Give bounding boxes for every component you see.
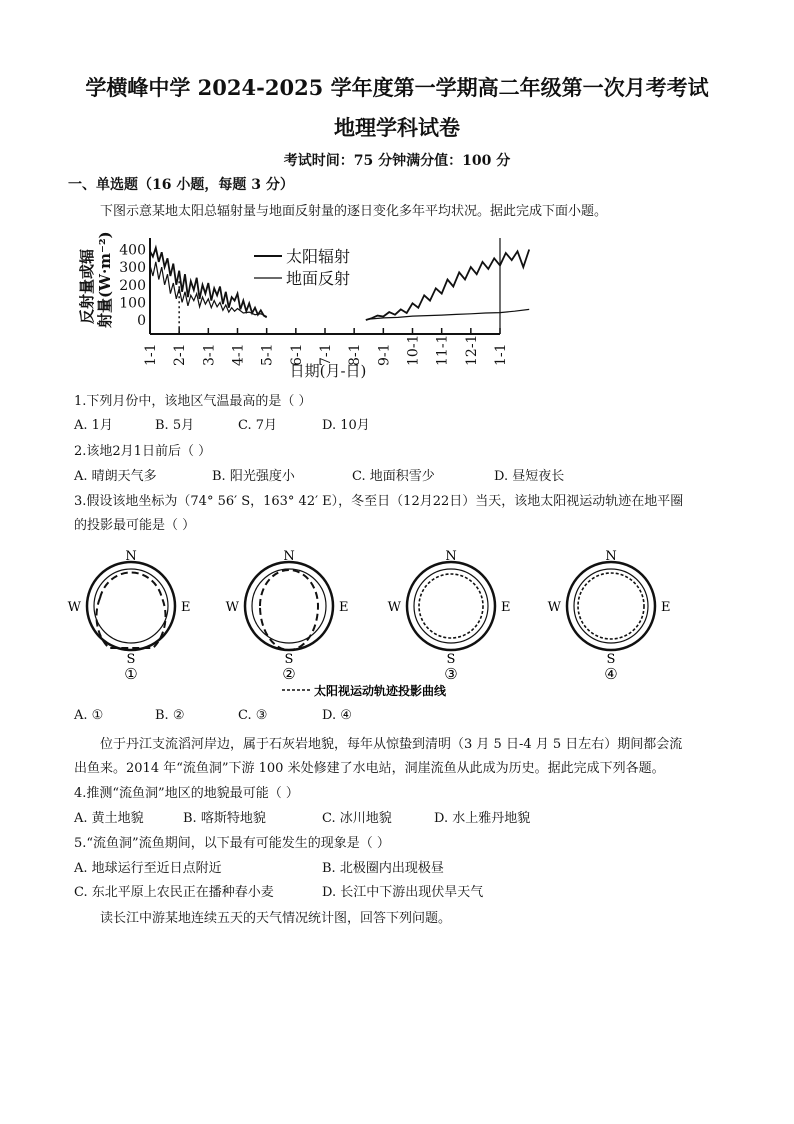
- sun-path-curve: [419, 574, 483, 638]
- south-label: S: [126, 652, 136, 667]
- passage-3: 读长江中游某地连续五天的天气情况统计图，回答下列问题。: [100, 911, 452, 926]
- q3-option-d[interactable]: D. ④: [322, 708, 352, 723]
- inner-circle: [252, 569, 326, 643]
- exam-subject: 地理学科试卷: [334, 115, 460, 140]
- x-tick-label: 1-1: [493, 343, 509, 366]
- west-label: W: [225, 600, 239, 615]
- y-tick-label: 100: [119, 295, 146, 312]
- q4-option-b[interactable]: B. 喀斯特地貌: [183, 811, 266, 826]
- diagram-label: ②: [282, 665, 296, 683]
- east-label: E: [501, 600, 511, 615]
- exam-title: 学横峰中学 2024-2025 学年度第一学期高二年级第一次月考考试: [85, 75, 709, 100]
- sun-path-diagrams: [67, 540, 710, 705]
- q1-option-b[interactable]: B. 5月: [155, 418, 195, 433]
- west-label: W: [387, 600, 401, 615]
- series-line-1: [366, 250, 529, 321]
- x-tick-label: 2-1: [172, 343, 189, 366]
- diagram-label: ①: [124, 665, 138, 683]
- horizon-circle: [407, 562, 495, 650]
- south-label: S: [284, 652, 294, 667]
- diagram-3: [388, 549, 511, 683]
- y-axis-label: [78, 231, 114, 328]
- q3-stem-line2: 的投影最可能是（ ）: [74, 518, 196, 533]
- q2-option-c[interactable]: C. 地面积雪少: [352, 469, 435, 484]
- diagram-legend: [282, 683, 447, 698]
- east-label: E: [339, 600, 349, 615]
- x-tick-label: 5-1: [259, 343, 276, 366]
- inner-circle: [94, 569, 168, 643]
- x-tick-label: 1-1: [143, 343, 159, 366]
- y-tick-label: 0: [137, 313, 146, 329]
- east-label: E: [181, 600, 191, 615]
- x-tick-label: 4-1: [230, 343, 247, 366]
- west-label: W: [547, 600, 561, 615]
- diagram-1: [68, 549, 191, 683]
- q1-option-c[interactable]: C. 7月: [238, 418, 278, 433]
- q5-option-b[interactable]: B. 北极圈内出现极昼: [322, 861, 444, 876]
- diagram-4: [548, 549, 671, 683]
- q5-option-c[interactable]: C. 东北平原上农民正在播种春小麦: [74, 885, 274, 900]
- diagram-label: ③: [444, 665, 458, 683]
- x-tick-label: 6-1: [288, 343, 305, 366]
- q2-option-a[interactable]: A. 晴朗天气多: [74, 469, 157, 484]
- sun-path-curve: [578, 573, 644, 639]
- passage-2-line1: 位于丹江支流滔河岸边，属于石灰岩地貌，每年从惊蛰到清明（3 月 5 日-4 月 5 日左右）期间都会流: [100, 737, 683, 752]
- q4-stem: 4.推测“流鱼洞”地区的地貌最可能（ ）: [74, 786, 299, 801]
- q5-stem: 5.“流鱼洞”流鱼期间，以下最有可能发生的现象是（ ）: [74, 836, 390, 851]
- q1-option-a[interactable]: A. 1月: [74, 418, 113, 433]
- q4-option-d[interactable]: D. 水上雅丹地貌: [434, 811, 531, 826]
- y-tick-label: 400: [119, 242, 146, 259]
- q4-option-a[interactable]: A. 黄土地貌: [74, 811, 144, 826]
- north-label: N: [283, 549, 295, 564]
- south-label: S: [446, 652, 456, 667]
- q3-option-a[interactable]: A. ①: [74, 708, 104, 723]
- y-tick-label: 200: [119, 277, 146, 294]
- q1-stem: 1.下列月份中，该地区气温最高的是（ ）: [74, 394, 312, 409]
- legend-text: 太阳视运动轨迹投影曲线: [314, 684, 447, 698]
- x-tick-label: 7-1: [318, 343, 334, 366]
- legend-label: 地面反射: [286, 269, 351, 288]
- x-tick-label: 3-1: [201, 343, 218, 366]
- north-label: N: [445, 549, 457, 564]
- q3-option-c[interactable]: C. ③: [238, 708, 268, 723]
- north-label: N: [125, 549, 137, 564]
- x-tick-label: 11-1: [434, 334, 451, 366]
- south-label: S: [606, 652, 616, 667]
- passage-1: 下图示意某地太阳总辐射量与地面反射量的逐日变化多年平均状况。据此完成下面小题。: [100, 204, 608, 219]
- q2-option-b[interactable]: B. 阳光强度小: [212, 469, 295, 484]
- west-label: W: [67, 600, 81, 615]
- q3-option-b[interactable]: B. ②: [155, 708, 185, 723]
- q2-option-d[interactable]: D. 昼短夜长: [494, 469, 565, 484]
- inner-circle: [414, 569, 488, 643]
- diagram-label: ④: [604, 665, 618, 683]
- x-axis-label: 日期(月-日): [289, 362, 367, 380]
- series-line-2: [150, 262, 267, 317]
- q4-option-c[interactable]: C. 冰川地貌: [322, 811, 392, 826]
- y-axis-label-line: 反射量或辐: [78, 248, 96, 324]
- legend-label: 太阳辐射: [286, 247, 351, 266]
- q3-stem-line1: 3.假设该地坐标为（74° 56′ S，163° 42′ E），冬至日（12月22日）当天，该地太阳视运动轨迹在地平圈: [74, 494, 684, 509]
- diagram-2: [226, 549, 349, 683]
- x-tick-label: 12-1: [463, 334, 480, 366]
- q1-option-d[interactable]: D. 10月: [322, 418, 370, 433]
- q5-option-a[interactable]: A. 地球运行至近日点附近: [74, 861, 222, 876]
- y-axis-label-line: 射量(W·m⁻²): [96, 231, 114, 328]
- north-label: N: [605, 549, 617, 564]
- sun-path-curve: [96, 572, 165, 648]
- radiation-chart: [80, 228, 520, 388]
- x-tick-label: 10-1: [405, 334, 422, 366]
- y-tick-label: 300: [119, 260, 146, 277]
- sun-path-curve: [260, 570, 318, 650]
- east-label: E: [661, 600, 671, 615]
- x-tick-label: 9-1: [376, 343, 393, 366]
- passage-2-line2: 出鱼来。2014 年“流鱼洞”下游 100 米处修建了水电站，洞崖流鱼从此成为历史。据此完成下列各题。: [74, 761, 665, 776]
- q5-option-d[interactable]: D. 长江中下游出现伏旱天气: [322, 885, 484, 900]
- section-heading: 一、单选题（16 小题，每题 3 分）: [68, 177, 294, 193]
- q2-stem: 2.该地2月1日前后（ ）: [74, 444, 212, 459]
- x-tick-label: 8-1: [347, 343, 364, 366]
- horizon-circle: [245, 562, 333, 650]
- exam-info: 考试时间：75 分钟满分值：100 分: [283, 153, 511, 169]
- series-line-1: [150, 248, 267, 318]
- inner-circle: [574, 569, 648, 643]
- horizon-circle: [567, 562, 655, 650]
